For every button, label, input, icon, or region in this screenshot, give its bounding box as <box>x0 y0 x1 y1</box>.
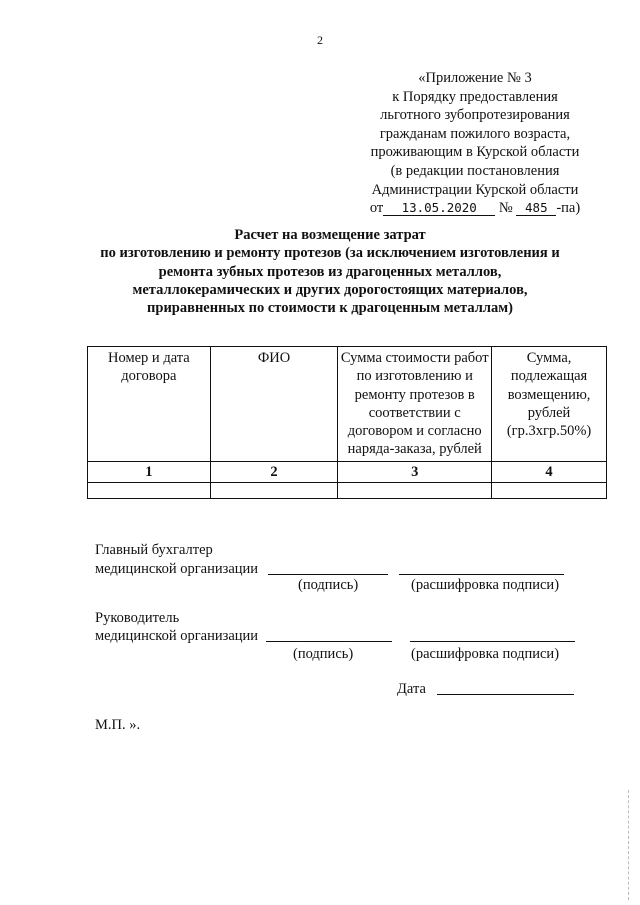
appendix-line: Администрации Курской области <box>371 181 579 198</box>
column-number: 2 <box>210 461 338 482</box>
accountant-signature-caption: (подпись) <box>298 577 359 593</box>
date-label: Дата <box>397 681 426 697</box>
head-decoding-caption: (расшифровка подписи) <box>411 646 560 662</box>
resolution-date-line <box>330 199 620 218</box>
title-line: металлокерамических и других дорогостоящих материалов, <box>132 281 528 298</box>
title-line: Расчет на возмещение затрат <box>234 227 426 243</box>
table-row <box>88 483 607 499</box>
resolution-number: 485 <box>516 200 556 216</box>
appendix-line: (в редакции постановления <box>390 162 560 179</box>
table-cell <box>210 483 338 499</box>
number-sign: № <box>498 200 513 217</box>
number-suffix: -па) <box>556 200 581 217</box>
head-signature-line <box>266 641 392 642</box>
head-decoding-line <box>410 641 575 642</box>
stamp-label: М.П. ». <box>95 717 141 733</box>
column-number-row <box>88 461 607 482</box>
scan-edge-mark <box>628 790 631 900</box>
table-header-row <box>88 347 607 462</box>
header-reimbursement: Сумма, подлежащая возмещению, рублей (гр.3хгр.50%) <box>492 347 607 462</box>
accountant-label-1: Главный бухгалтер <box>95 542 213 558</box>
accountant-decoding-line <box>399 574 564 575</box>
header-contract: Номер и дата договора <box>88 347 211 462</box>
appendix-line: гражданам пожилого возраста, <box>379 125 571 142</box>
table-cell <box>88 483 211 499</box>
page-number: 2 <box>317 33 323 47</box>
title-line: по изготовлению и ремонту протезов (за исключением изготовления и <box>100 245 560 262</box>
column-number: 3 <box>338 461 492 482</box>
date-line <box>437 694 574 695</box>
appendix-line: проживающим в Курской области <box>370 144 580 161</box>
header-fio: ФИО <box>210 347 338 462</box>
table-cell <box>492 483 607 499</box>
head-signature-caption: (подпись) <box>293 646 354 662</box>
appendix-line: к Порядку предоставления <box>392 88 558 105</box>
title-line: приравненных по стоимости к драгоценным металлам) <box>147 300 513 317</box>
header-cost: Сумма стоимости работ по изготовлению и ремонту протезов в соответствии с договором и согласно наряда-заказа, рублей <box>338 347 492 462</box>
head-label-2: медицинской организации <box>95 628 259 644</box>
resolution-date: 13.05.2020 <box>383 200 495 216</box>
calculation-table <box>87 346 607 499</box>
appendix-header <box>330 69 620 218</box>
column-number: 1 <box>88 461 211 482</box>
appendix-line: «Приложение № 3 <box>418 70 532 86</box>
accountant-label-2: медицинской организации <box>95 561 259 577</box>
column-number: 4 <box>492 461 607 482</box>
date-prefix: от <box>369 200 384 217</box>
appendix-line: льготного зубопротезирования <box>380 107 570 124</box>
accountant-decoding-caption: (расшифровка подписи) <box>411 577 560 593</box>
title-line: ремонта зубных протезов из драгоценных металлов, <box>158 263 502 280</box>
document-title <box>60 226 600 317</box>
head-label-1: Руководитель <box>95 610 180 626</box>
table-cell <box>338 483 492 499</box>
accountant-signature-line <box>268 574 388 575</box>
